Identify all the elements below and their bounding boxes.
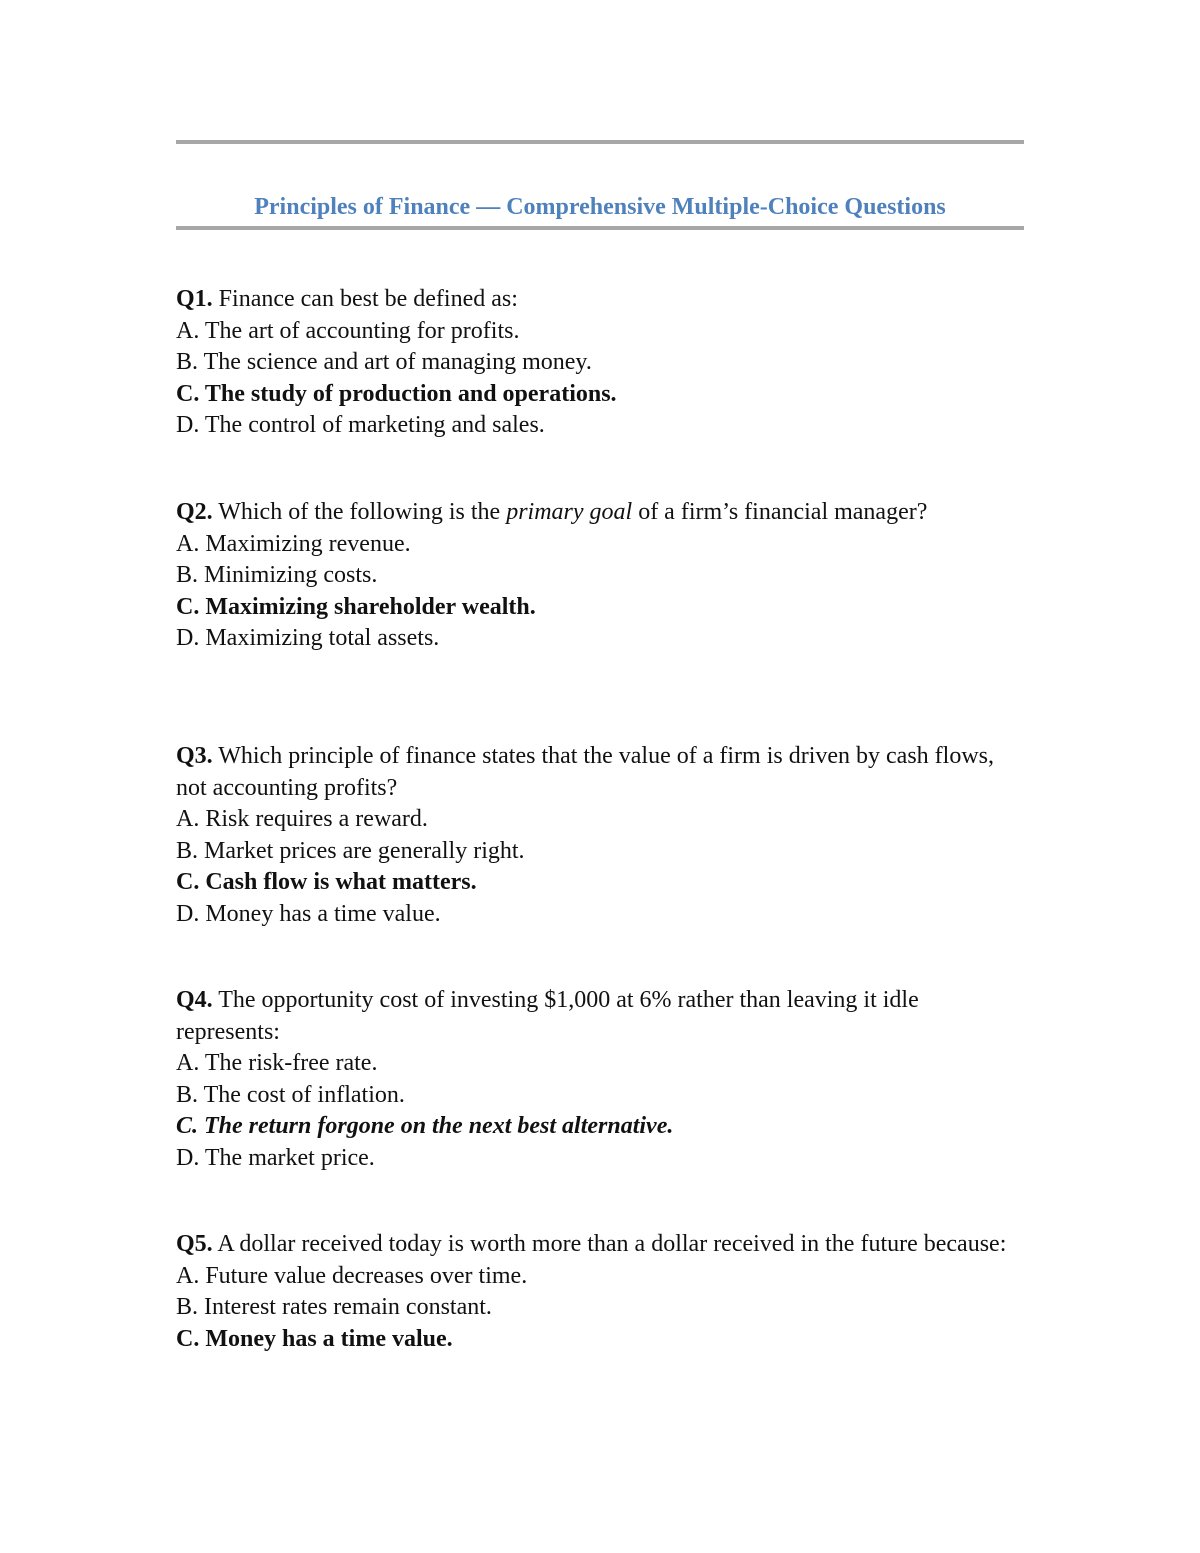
option-a: A. The art of accounting for profits. bbox=[176, 317, 520, 344]
option-a: A. Future value decreases over time. bbox=[176, 1262, 528, 1289]
option-b: B. The cost of inflation. bbox=[176, 1081, 405, 1108]
option-b: B. The science and art of managing money. bbox=[176, 349, 592, 375]
document-page bbox=[176, 0, 1024, 1553]
question-stem bbox=[176, 1229, 1024, 1261]
question-stem bbox=[176, 284, 1024, 316]
question-number: Q4. bbox=[176, 987, 213, 1013]
question-text-emphasis: primary goal bbox=[506, 499, 633, 525]
question-stem bbox=[176, 741, 1024, 804]
option-d: D. Money has a time value. bbox=[176, 900, 441, 927]
question-text: Which principle of finance states that the value of a firm is driven by cash flows, not accounting profits? bbox=[176, 743, 994, 801]
option-a: A. Maximizing revenue. bbox=[176, 530, 411, 557]
option-c-highlighted: C. Cash flow is what matters. bbox=[176, 869, 477, 895]
question-number: Q1. bbox=[176, 286, 213, 312]
option-c-highlighted: C. Maximizing shareholder wealth. bbox=[176, 593, 536, 620]
question-text: The opportunity cost of investing $1,000 at 6% rather than leaving it idle represents: bbox=[176, 987, 919, 1045]
option-d: D. The market price. bbox=[176, 1144, 375, 1171]
question-1 bbox=[176, 284, 1024, 442]
option-c-highlighted: C. Money has a time value. bbox=[176, 1325, 453, 1352]
top-rule bbox=[176, 140, 1024, 144]
question-stem bbox=[176, 985, 1024, 1048]
option-b: B. Minimizing costs. bbox=[176, 562, 378, 588]
option-a: A. Risk requires a reward. bbox=[176, 806, 428, 832]
question-text: Finance can best be defined as: bbox=[212, 286, 518, 312]
question-2 bbox=[176, 497, 1024, 655]
question-text-before: Which of the following is the bbox=[212, 499, 507, 525]
option-d: D. The control of marketing and sales. bbox=[176, 412, 545, 438]
question-number: Q2. bbox=[176, 499, 213, 525]
question-number: Q3. bbox=[176, 743, 213, 769]
question-4 bbox=[176, 985, 1024, 1174]
question-text: A dollar received today is worth more than a dollar received in the future because: bbox=[212, 1231, 1007, 1257]
option-d: D. Maximizing total assets. bbox=[176, 625, 440, 651]
option-a: A. The risk-free rate. bbox=[176, 1050, 378, 1076]
question-stem bbox=[176, 497, 1024, 529]
page-title: Principles of Finance — Comprehensive Multiple-Choice Questions bbox=[254, 194, 946, 220]
question-3 bbox=[176, 741, 1024, 930]
question-5 bbox=[176, 1229, 1024, 1355]
question-number: Q5. bbox=[176, 1231, 213, 1257]
option-c-highlighted: C. The return forgone on the next best alternative. bbox=[176, 1113, 674, 1139]
question-text-after: of a firm’s financial manager? bbox=[632, 499, 928, 525]
option-c-highlighted: C. The study of production and operations. bbox=[176, 380, 617, 407]
option-b: B. Market prices are generally right. bbox=[176, 837, 525, 864]
bottom-rule bbox=[176, 226, 1024, 230]
option-b: B. Interest rates remain constant. bbox=[176, 1294, 492, 1320]
